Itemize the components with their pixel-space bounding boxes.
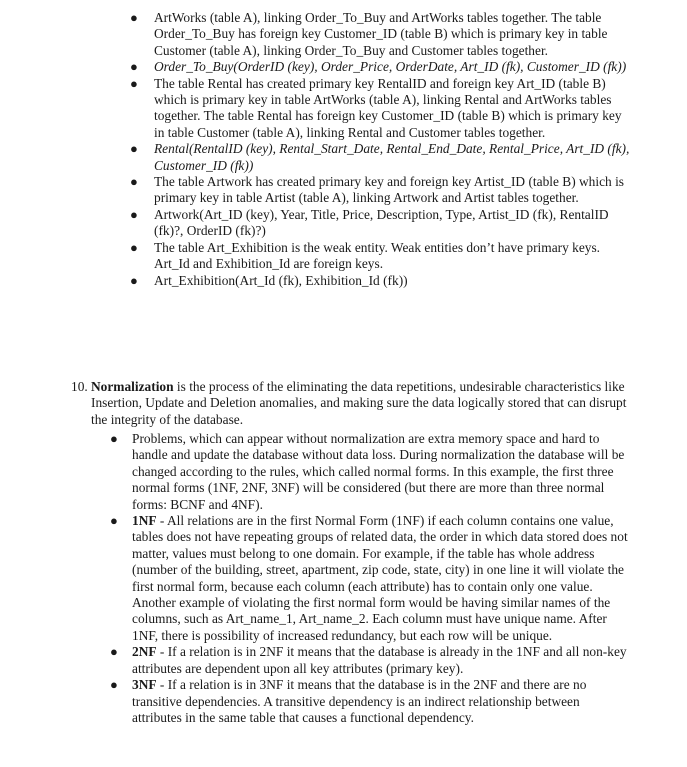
bullet-text: Rental(RentalID (key), Rental_Start_Date, Rental_End_Date, Rental_Price, Art_ID (fk), Customer_ID (fk)) — [154, 141, 630, 173]
bullet-icon: ● — [130, 59, 138, 75]
bullet-text: Order_To_Buy(OrderID (key), Order_Price, OrderDate, Art_ID (fk), Customer_ID (fk)) — [154, 59, 627, 75]
list-item — [130, 174, 630, 207]
bullet-text: The table Art_Exhibition is the weak entity. Weak entities don’t have primary keys. Art_Id and Exhibition_Id are foreign keys. — [154, 239, 601, 272]
bullet-text: - All relations are in the first Normal Form (1NF) if each column contains one value, tables does not have repeating groups of related data, the order in which data stored does not matter, values must belong to one domain. For example, if the table has whole address (number of the building, street, apartment, zip code, state, city) in one line it will violate the first normal form, because each column (each attribute) has to contain only one value. Another example of violating the first normal form would be having similar names of the columns, such as Art_name_1, Art_name_2. Each column must have unique name. After 1NF, there is possibility of increased redundancy, but each row will be unique. — [132, 513, 628, 643]
section-term: Normalization — [91, 379, 174, 394]
bullet-term: 1NF — [132, 513, 157, 529]
bullet-text: - If a relation is in 2NF it means that the database is already in the 1NF and all non-key attributes are dependent upon all key attributes (primary key). — [132, 644, 627, 676]
bullet-icon: ● — [130, 206, 138, 222]
bullet-icon: ● — [130, 75, 138, 91]
list-item — [130, 59, 630, 75]
list-item — [110, 513, 630, 644]
bullet-icon: ● — [110, 644, 118, 660]
list-item — [130, 141, 630, 174]
bullet-term: 2NF — [132, 644, 157, 660]
bullet-icon: ● — [130, 10, 138, 25]
list-item — [130, 273, 630, 289]
list-item — [110, 677, 630, 726]
list-item — [130, 76, 630, 142]
bullet-icon: ● — [130, 239, 138, 255]
bullet-text: Problems, which can appear without normalization are extra memory space and hard to handle and update the database without data loss. During normalization the database will be changed according to the rules, which called normal forms. In this example, the first three normal forms (1NF, 2NF, 3NF) will be considered (but there are more than three normal forms: BCNF and 4NF). — [132, 431, 625, 512]
section-intro-text: is the process of the eliminating the data repetitions, undesirable characteristics like Insertion, Update and Deletion anomalies, and making sure the data logically stored that can disrupt the integrity of the database. — [91, 379, 627, 427]
bullet-text: The table Artwork has created primary key and foreign key Artist_ID (table B) which is primary key in table Artist (table A), linking Artwork and Artist tables together. — [154, 174, 625, 206]
normal-forms-list — [110, 431, 630, 726]
list-item — [110, 644, 630, 677]
list-item — [130, 240, 630, 273]
list-item — [130, 207, 630, 240]
bullet-text: ArtWorks (table A), linking Order_To_Buy and ArtWorks tables together. The table Order_To_Buy has foreign key Customer_ID (table B) which is primary key in table Customer (table A), linking Order_To_Buy and Customer tables together. — [154, 10, 608, 58]
list-item — [110, 431, 630, 513]
bullet-icon: ● — [110, 513, 118, 529]
bullet-icon: ● — [130, 174, 138, 190]
list-item — [130, 10, 630, 59]
schema-bullet-list — [130, 10, 630, 289]
bullet-text: Art_Exhibition(Art_Id (fk), Exhibition_Id (fk)) — [154, 272, 408, 288]
bullet-text: - If a relation is in 3NF it means that the database is in the 2NF and there are no transitive dependencies. A transitive dependency is an indirect relationship between attributes in the same table that causes a functional dependency. — [132, 677, 587, 725]
bullet-icon: ● — [130, 141, 138, 157]
bullet-term: 3NF — [132, 677, 157, 693]
bullet-icon: ● — [110, 431, 118, 446]
section-number: 10. — [71, 379, 88, 394]
normalization-section — [71, 379, 631, 428]
bullet-text: Artwork(Art_ID (key), Year, Title, Price, Description, Type, Artist_ID (fk), RentalID (fk)?, OrderID (fk)?) — [154, 206, 609, 239]
bullet-text: The table Rental has created primary key RentalID and foreign key Art_ID (table B) which is primary key in table ArtWorks (table A), linking Rental and ArtWorks tables together. The table Rental has foreign key Customer_ID (table B) which is primary key in table Customer (table A), linking Rental and Customer tables together. — [154, 75, 622, 140]
bullet-icon: ● — [130, 272, 138, 288]
section-intro — [71, 379, 631, 428]
bullet-icon: ● — [110, 677, 118, 693]
